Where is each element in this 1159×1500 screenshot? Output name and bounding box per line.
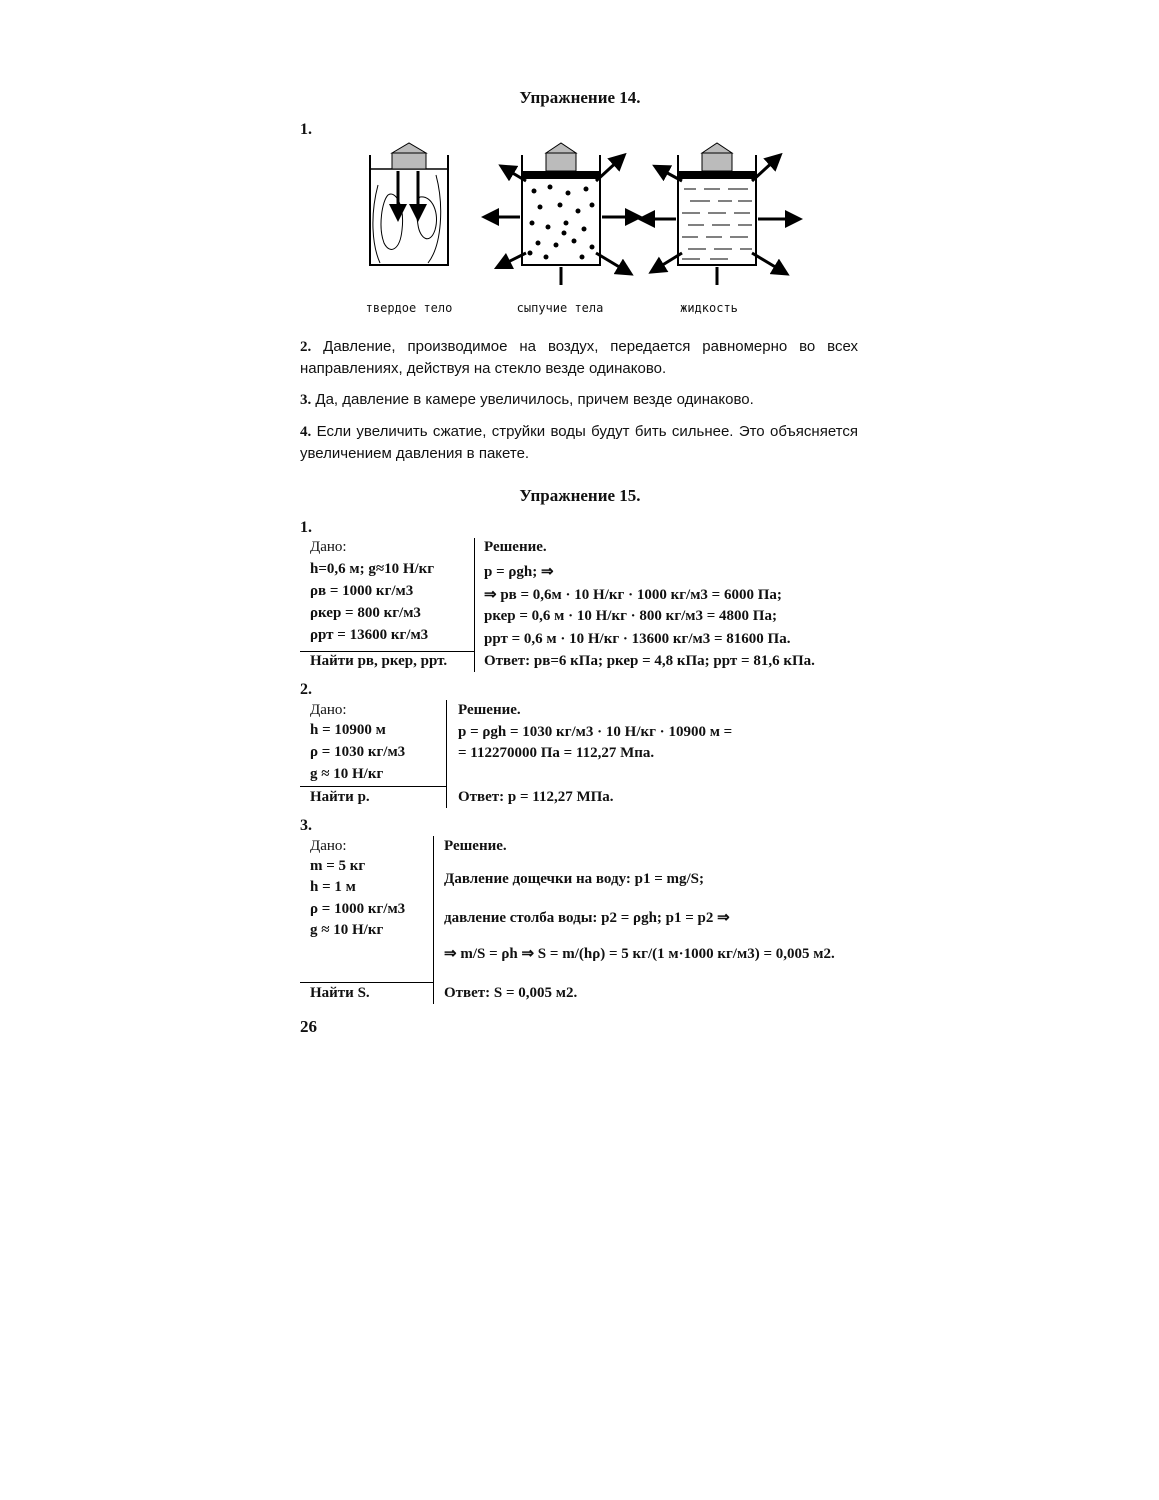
granular-bodies-diagram xyxy=(490,143,634,285)
solution-line: pкер = 0,6 м · 10 Н/кг · 800 кг/м3 = 4800 Па; xyxy=(484,608,777,624)
solution-label: Решение. xyxy=(484,539,547,555)
item-number: 1. xyxy=(300,121,312,138)
item-text: Давление, производимое на воздух, передается равномерно во всех направлениях, действуя на стекло везде одинаково. xyxy=(300,338,858,377)
solution-line: ⇒ pв = 0,6м · 10 Н/кг · 1000 кг/м3 = 6000 Па; xyxy=(484,587,782,603)
item-text: Если увеличить сжатие, струйки воды будут бить сильнее. Это объясняется увеличением давления в пакете. xyxy=(300,423,858,462)
divider xyxy=(474,538,475,672)
liquid-diagram xyxy=(646,143,794,285)
given-line: g ≈ 10 Н/кг xyxy=(310,766,384,782)
solution-line: Давление дощечки на воду: p1 = mg/S; xyxy=(444,871,705,887)
divider xyxy=(300,982,433,983)
given-line: g ≈ 10 Н/кг xyxy=(310,922,384,938)
item-number: 4. xyxy=(300,424,312,440)
given-label: Дано: xyxy=(310,539,347,555)
divider xyxy=(446,700,447,808)
solution-line: ⇒ m/S = ρh ⇒ S = m/(hρ) = 5 кг/(1 м·1000 кг/м3) = 0,005 м2. xyxy=(444,946,835,962)
find-line: Найти pв, pкер, pрт. xyxy=(310,653,448,669)
divider xyxy=(433,836,434,1004)
page-number: 26 xyxy=(300,1017,317,1036)
solution-label: Решение. xyxy=(458,702,521,718)
given-line: ρрт = 13600 кг/м3 xyxy=(310,627,429,643)
answer-item-4 xyxy=(300,421,858,464)
answer-line: Ответ: S = 0,005 м2. xyxy=(444,985,578,1001)
divider xyxy=(300,651,475,652)
given-line: ρ = 1030 кг/м3 xyxy=(310,744,406,760)
given-line: m = 5 кг xyxy=(310,858,366,874)
figure-label-granular: сыпучие тела xyxy=(516,301,604,315)
find-line: Найти p. xyxy=(310,789,370,805)
solution-label: Решение. xyxy=(444,838,507,854)
answer-line: Ответ: p = 112,27 МПа. xyxy=(458,789,614,805)
figure-label-liquid: жидкость xyxy=(680,301,738,315)
answer-line: Ответ: pв=6 кПа; pкер = 4,8 кПа; pрт = 81,6 кПа. xyxy=(484,653,815,669)
answer-item-3 xyxy=(300,389,858,411)
exercise-15-title: Упражнение 15. xyxy=(519,486,641,505)
divider xyxy=(300,786,447,787)
solution-line: давление столба воды: p2 = ρgh; p1 = p2 ⇒ xyxy=(444,910,730,926)
given-label: Дано: xyxy=(310,838,347,854)
given-line: h = 10900 м xyxy=(310,722,386,738)
given-line: h=0,6 м; g≈10 Н/кг xyxy=(310,561,435,577)
figure-label-solid: твердое тело xyxy=(365,301,453,315)
given-line: h = 1 м xyxy=(310,879,356,895)
problem-number: 3. xyxy=(300,817,312,834)
solution-line: p = ρgh = 1030 кг/м3 · 10 Н/кг · 10900 м = xyxy=(458,724,733,740)
given-line: ρкер = 800 кг/м3 xyxy=(310,605,421,621)
given-line: ρв = 1000 кг/м3 xyxy=(310,583,414,599)
solution-line: pрт = 0,6 м · 10 Н/кг · 13600 кг/м3 = 81600 Па. xyxy=(484,631,791,647)
solution-line: = 112270000 Па = 112,27 Мпа. xyxy=(458,745,655,761)
find-line: Найти S. xyxy=(310,985,370,1001)
problem-number: 2. xyxy=(300,681,312,698)
solid-body-diagram xyxy=(370,143,448,265)
solution-line: p = ρgh; ⇒ xyxy=(484,564,554,580)
given-line: ρ = 1000 кг/м3 xyxy=(310,901,406,917)
pressure-figure xyxy=(350,135,810,285)
exercise-14-title: Упражнение 14. xyxy=(519,88,641,107)
given-label: Дано: xyxy=(310,702,347,718)
answer-item-2 xyxy=(300,336,858,379)
problem-number: 1. xyxy=(300,519,312,536)
item-text: Да, давление в камере увеличилось, причем везде одинаково. xyxy=(315,391,754,408)
item-number: 3. xyxy=(300,392,312,408)
item-number: 2. xyxy=(300,339,312,355)
